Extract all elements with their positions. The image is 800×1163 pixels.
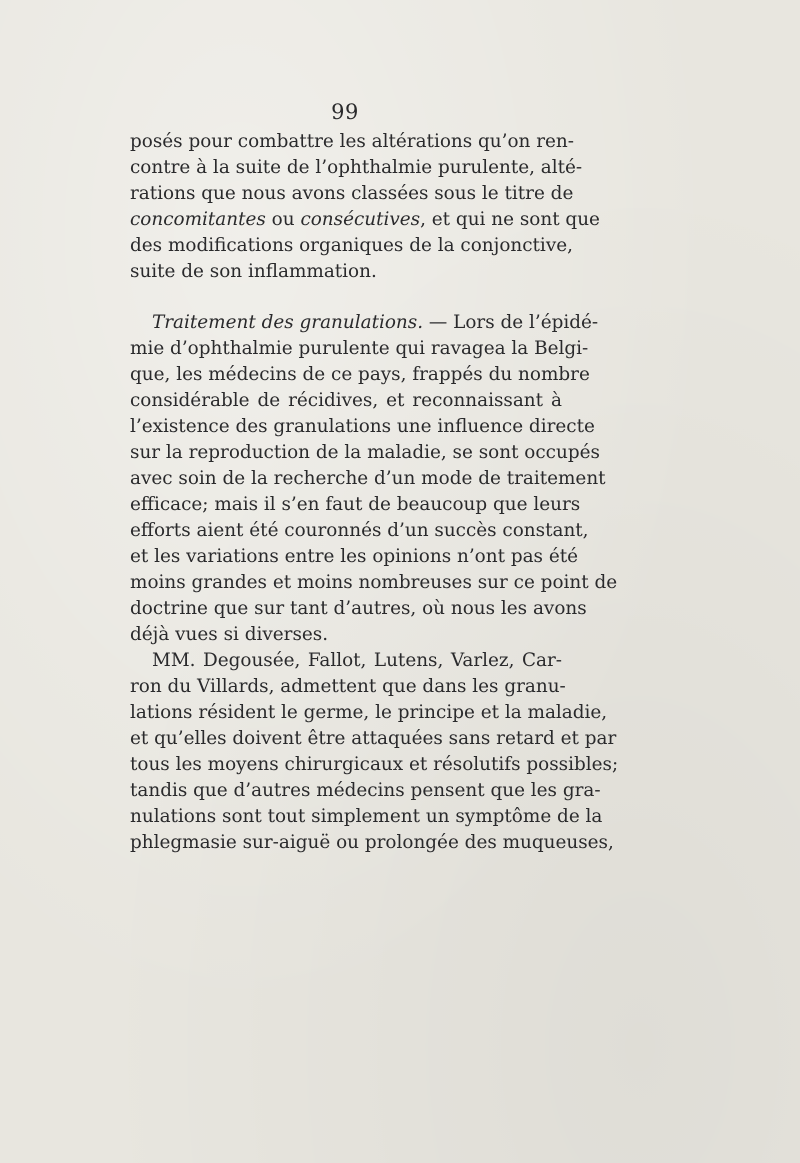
text-line xyxy=(130,440,600,466)
text-run: sur la reproduction de la maladie, se sont occupés xyxy=(130,442,600,463)
text-line xyxy=(130,518,589,544)
text-run: efficace; mais il s’en faut de beaucoup que leurs xyxy=(130,494,581,515)
body-text xyxy=(130,129,619,856)
text-line xyxy=(130,492,581,518)
text-run: tandis que d’autres médecins pensent que les gra- xyxy=(130,780,601,801)
text-run: des modifications organiques de la conjonctive, xyxy=(130,235,573,256)
text-line xyxy=(130,752,619,778)
page-number: 99 xyxy=(331,100,359,124)
text-line xyxy=(130,129,574,155)
text-run: efforts aient été couronnés d’un succès constant, xyxy=(130,520,589,541)
text-line xyxy=(130,674,566,700)
text-run: nulations sont tout simplement un symptôme de la xyxy=(130,806,603,827)
text-run: phlegmasie sur-aiguë ou prolongée des muqueuses, xyxy=(130,832,614,853)
italic-text: concomitantes xyxy=(130,209,266,230)
text-line xyxy=(130,726,617,752)
text-line xyxy=(130,414,595,440)
text-run: , et qui ne sont que xyxy=(420,209,600,230)
text-run: déjà vues si diverses. xyxy=(130,624,329,645)
text-line xyxy=(130,778,601,804)
text-run: suite de son inflammation. xyxy=(130,261,377,282)
text-line xyxy=(130,259,562,285)
text-run: posés pour combattre les altérations qu’on ren- xyxy=(130,131,574,152)
text-run: tous les moyens chirurgicaux et résolutifs possibles; xyxy=(130,754,619,775)
text-run: rations que nous avons classées sous le titre de xyxy=(130,183,574,204)
text-line xyxy=(130,544,578,570)
text-run: mie d’ophthalmie purulente qui ravagea la Belgi- xyxy=(130,338,589,359)
text-line xyxy=(130,466,606,492)
text-run: et les variations entre les opinions n’ont pas été xyxy=(130,546,578,567)
text-line xyxy=(130,207,600,233)
text-line xyxy=(130,388,562,414)
text-run: ron du Villards, admettent que dans les granu- xyxy=(130,676,566,697)
text-line xyxy=(130,233,573,259)
italic-text: Traitement des granulations. xyxy=(152,312,424,333)
text-line xyxy=(130,310,599,336)
text-line xyxy=(130,830,614,856)
italic-text: consécutives xyxy=(300,209,421,230)
text-line xyxy=(130,622,562,648)
text-line xyxy=(130,570,618,596)
text-line xyxy=(130,700,608,726)
text-run: moins grandes et moins nombreuses sur ce point de xyxy=(130,572,618,593)
paragraph-gap xyxy=(130,285,562,310)
text-line xyxy=(130,362,590,388)
text-run: que, les médecins de ce pays, frappés du nombre xyxy=(130,364,590,385)
text-line xyxy=(130,155,583,181)
text-run: — Lors de l’épidé- xyxy=(423,312,599,333)
text-line xyxy=(130,596,587,622)
text-line xyxy=(130,336,589,362)
text-run: MM. Degousée, Fallot, Lutens, Varlez, Car- xyxy=(152,650,562,671)
text-run: considérable de récidives, et reconnaissant à xyxy=(130,390,562,411)
text-run: doctrine que sur tant d’autres, où nous les avons xyxy=(130,598,587,619)
text-run: lations résident le germe, le principe et la maladie, xyxy=(130,702,608,723)
text-line xyxy=(130,804,603,830)
text-run: et qu’elles doivent être attaquées sans retard et par xyxy=(130,728,617,749)
text-run: ou xyxy=(265,209,301,230)
text-line xyxy=(130,648,562,674)
text-line xyxy=(130,181,574,207)
text-run: l’existence des granulations une influence directe xyxy=(130,416,595,437)
text-run: contre à la suite de l’ophthalmie purulente, alté- xyxy=(130,157,583,178)
text-run: avec soin de la recherche d’un mode de traitement xyxy=(130,468,606,489)
